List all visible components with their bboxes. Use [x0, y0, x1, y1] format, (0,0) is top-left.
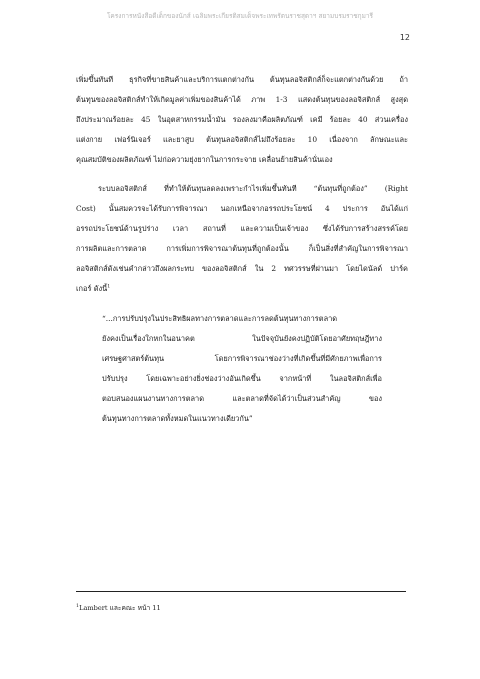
quote-line: “...การปรับปรุงในประสิทธิผลทางการตลาดและการลดต้นทุนทางการตลาด [102, 314, 338, 323]
paragraph-2-line: ลอจิสติกส์ดังเช่นคำกล่าวถึงผลกระทบ ของลอจิสติกส์ ใน 2 ทศวรรษที่ผ่านมา โดยไดนัลด์ ปาร์ค [76, 264, 408, 273]
quote-line: ยังคงเป็นเรื่องใกหกในอนาคต ในปัจจุบันยังคงปฏิบัติโดยอาศัยทฤษฎีทาง [102, 334, 382, 343]
footnote-reference: 1 [107, 284, 111, 290]
page-number: 12 [399, 33, 410, 42]
paragraph-1-line: คุณสมบัติของผลิตภัณฑ์ ไม่ก่อความยุ่งยากในการกระจาย เคลื่อนย้ายสินค้านั่นเอง [76, 155, 333, 164]
footnote-rule [76, 591, 406, 592]
paragraph-2-line [76, 283, 408, 295]
quote-line: เศรษฐศาสตร์ต้นทุน โดยการพิจารณาช่องว่างที่เกิดขึ้นที่มีศักยภาพเพื่อการ [102, 354, 382, 363]
paragraph-1-line: แต่งกาย เฟอร์นิเจอร์ และยาสูบ ต้นทุนลอจิสติกส์ไม่ถึงร้อยละ 10 เนื่องจาก ลักษณะและ [76, 135, 408, 144]
footnote [76, 603, 406, 613]
quote-line: ตอบสนองแผนงานทางการตลาด และตลาดที่จัดได้ว่าเป็นส่วนสำคัญ ของ [102, 394, 382, 403]
footnote-text: Lambert และคณะ หน้า 11 [79, 604, 161, 612]
quote-line: ปรับปรุง โดยเฉพาะอย่างยิ่งช่องว่างอันเกิดขึ้น จากหน้าที่ ในลอจิสติกส์เพื่อ [102, 374, 382, 383]
paragraph-2-last-text: เกอร์ ดังนี้ [76, 284, 108, 293]
paragraph-1-line: เพิ่มขึ้นทันที ธุรกิจที่ขายสินค้าและบริการแตกต่างกัน ต้นทุนลอจิสติกส์ก็จะแตกต่างกันด้วย ถ้า [76, 75, 408, 84]
paragraph-2-line: ระบบลอจิสติกส์ ที่ทำให้ต้นทุนลดลงเพราะกำไรเพิ่มขึ้นทันที “ต้นทุนที่ถูกต้อง” (Right [98, 184, 408, 193]
running-header: โครงการหนังสือดีเด็กของนักส์ เฉลิมพระเกียรติสมเด็จพระเทพรัตนราชสุดาฯ สยามบรมราชกุมารี [106, 12, 374, 20]
paragraph-2-line: Cost) นั้นสมควรจะได้รับการพิจารณา นอกเหนือจากอรรถประโยชน์ 4 ประการ อันได้แก่ [76, 204, 408, 213]
paragraph-2-line: อรรถประโยชน์ด้านรูปร่าง เวลา สถานที่ และความเป็นเจ้าของ ซึ่งได้รับการสร้างสรรค์โดย [76, 224, 408, 233]
paragraph-1-line: ต้นทุนของลอจิสติกส์ทำให้เกิดมูลค่าเพิ่มของสินค้าได้ ภาพ 1-3 แสดงต้นทุนของลอจิสติกส์ สูงสุด [76, 95, 408, 104]
paragraph-1-line: ถึงประมาณร้อยละ 45 ในอุตสาหกรรมน้ำมัน รองลงมาคือผลิตภัณฑ์ เคมี ร้อยละ 40 ส่วนเครื่อง [76, 115, 408, 124]
footnote-marker: 1 [76, 603, 80, 609]
quote-line: ต้นทุนทางการตลาดทั้งหมดในแนวทางเดียวกัน” [102, 414, 253, 423]
paragraph-2-line: การผลิตและการตลาด การเพิ่มการพิจารณาต้นทุนที่ถูกต้องนั้น ก็เป็นสิ่งที่สำคัญในการพิจารณา [76, 244, 408, 253]
